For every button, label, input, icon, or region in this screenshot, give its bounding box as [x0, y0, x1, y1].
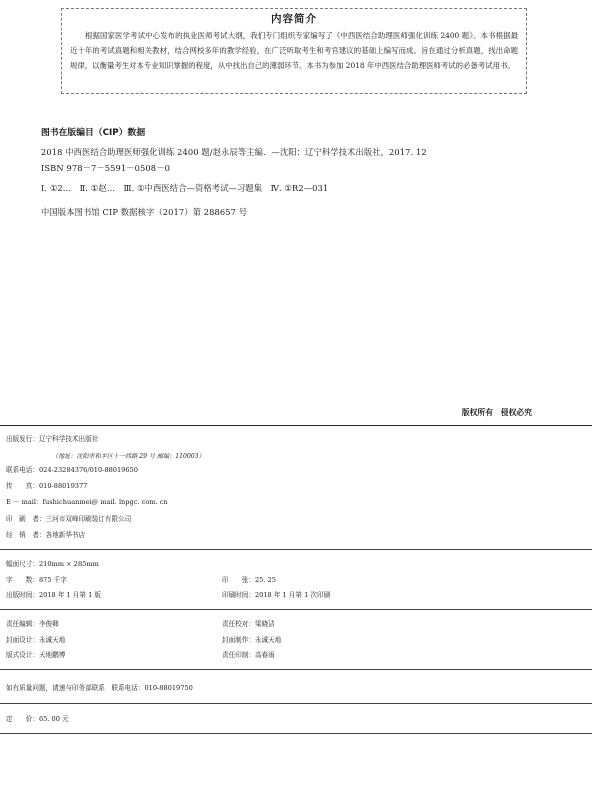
- cip-line-title: 2018 中西医结合助理医师强化训练 2400 题/赵永辰等主编．—沈阳：辽宁科学技术出版社，2017. 12: [41, 147, 427, 157]
- cip-line-number: 中国版本图书馆 CIP 数据核字（2017）第 288657 号: [41, 207, 248, 217]
- fax-value: 010-88019377: [38, 482, 88, 490]
- divider-bottom: [0, 733, 592, 734]
- publisher-label: 出版发行：: [6, 435, 39, 443]
- size-row: [6, 557, 99, 571]
- publisher-address: （地址：沈阳市和平区十一纬路 29 号 邮编：110003）: [52, 453, 205, 460]
- divider-specs: [0, 549, 592, 550]
- phone-row: [6, 463, 138, 477]
- printtime-label: 印刷时间：: [222, 591, 255, 599]
- words-label: 字 数：: [6, 576, 39, 584]
- cip-line-classification: Ⅰ. ①2… Ⅱ. ①赵… Ⅲ. ①中西医结合—资格考试—习题集 Ⅳ. ①R2—031: [41, 183, 329, 193]
- divider-price: [0, 703, 592, 704]
- phone-value: 024-23284376/010-88019650: [38, 466, 138, 474]
- editor-label: 责任编辑：: [6, 620, 39, 628]
- sheets-label: 印 张：: [222, 576, 255, 584]
- words-row: [6, 573, 67, 587]
- proof-row: [222, 617, 275, 631]
- price-row: [6, 712, 69, 726]
- printer-value: 三河市双峰印刷装订有限公司: [45, 515, 132, 523]
- editor-row: [6, 617, 59, 631]
- email-label: E － mail：: [6, 498, 43, 506]
- pubtime-value: 2018 年 1 月第 1 版: [38, 591, 101, 599]
- seller-label: 经 销 者：: [6, 531, 46, 539]
- print-resp-row: [222, 648, 275, 662]
- email-row: [6, 495, 168, 509]
- divider-quality: [0, 669, 592, 670]
- editor-value: 李俊卿: [38, 620, 59, 628]
- cover-make-label: 封面制作：: [222, 636, 255, 644]
- divider-top: [0, 425, 592, 426]
- printtime-value: 2018 年 1 月第 1 次印刷: [254, 591, 331, 599]
- cover-design-row: [6, 633, 65, 647]
- sheets-value: 25. 25: [254, 576, 276, 584]
- printer-label: 印 刷 者：: [6, 515, 46, 523]
- intro-body: 根据国家医学考试中心发布的执业医师考试大纲，我们专门组织专家编写了《中西医结合助理医师强化训练 2400 题》。本书根据最近十年的考试真题和相关教材，结合网校多年的教学经验，在广泛听取考生和考官建议的基础上编写而成。旨在通过分析真题，找出命题规律，以衡量考生对本专业知识掌握的程度，从中找出自己的薄弱环节。本书为参加 2018 年中西医结合助理医师考试的必备考试用书。: [70, 31, 518, 70]
- cover-design-label: 封面设计：: [6, 636, 39, 644]
- pubtime-row: [6, 588, 101, 602]
- intro-title: 内容简介: [271, 13, 317, 25]
- printtime-row: [222, 588, 330, 602]
- proof-value: 梁晓洁: [254, 620, 275, 628]
- price-label: 定 价：: [6, 715, 39, 723]
- phone-label: 联系电话：: [6, 466, 39, 474]
- price-value: 65. 00 元: [38, 715, 69, 723]
- size-label: 幅面尺寸：: [6, 560, 39, 568]
- layout-label: 版式设计：: [6, 651, 39, 659]
- seller-row: [6, 528, 85, 542]
- fax-row: [6, 479, 87, 493]
- quality-notice: 如有质量问题，请速与印务部联系 联系电话：010-88019750: [6, 684, 193, 692]
- cover-make-row: [222, 633, 281, 647]
- words-value: 875 千字: [38, 576, 67, 584]
- cip-heading: 图书在版编目（CIP）数据: [41, 128, 146, 138]
- proof-label: 责任校对：: [222, 620, 255, 628]
- layout-value: 天地鹏博: [38, 651, 66, 659]
- size-value: 210mm × 285mm: [38, 560, 99, 568]
- email-value: fushichuanmei@ mail. lnpgc. com. cn: [42, 498, 168, 506]
- layout-row: [6, 648, 65, 662]
- publisher-row: [6, 432, 98, 446]
- fax-label: 传 真：: [6, 482, 39, 490]
- print-resp-value: 高春雨: [254, 651, 275, 659]
- print-resp-label: 责任印制：: [222, 651, 255, 659]
- divider-staff: [0, 609, 592, 610]
- cip-line-isbn: ISBN 978－7－5591－0508－0: [41, 163, 170, 173]
- seller-value: 各地新华书店: [45, 531, 86, 539]
- publisher-value: 辽宁科学技术出版社: [38, 435, 99, 443]
- cover-design-value: 永诚天地: [38, 636, 66, 644]
- cover-make-value: 永诚天地: [254, 636, 282, 644]
- pubtime-label: 出版时间：: [6, 591, 39, 599]
- intro-box: [61, 8, 527, 94]
- printer-row: [6, 512, 131, 526]
- sheets-row: [222, 573, 276, 587]
- rights-notice: 版权所有 侵权必究: [461, 408, 532, 417]
